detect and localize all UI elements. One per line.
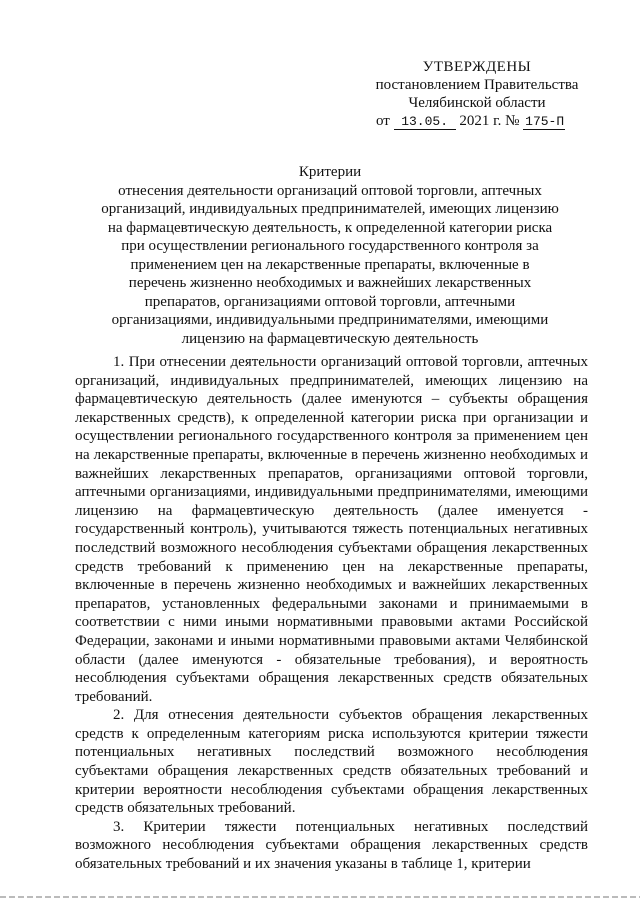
approval-number: 175-П bbox=[525, 114, 565, 129]
approval-heading: УТВЕРЖДЕНЫ bbox=[422, 59, 532, 75]
paragraph-3: 3. Критерии тяжести потенциальных негативных последствий возможного несоблюдения субъектами обращения лекарственных средств обязательных требований и их значения указаны в таблице 1, критерии bbox=[75, 818, 588, 873]
approval-stamp bbox=[372, 58, 582, 130]
approval-date: 13.05. bbox=[394, 115, 456, 130]
approval-date-line bbox=[376, 112, 582, 130]
document-body bbox=[75, 353, 588, 874]
from-label: от bbox=[376, 113, 390, 129]
paragraph-2: 2. Для отнесения деятельности субъектов обращения лекарственных средств к определенным категориям риска используются критерии тяжести потенциальных негативных последствий возможного несоблюдения субъектами обращения лекарственных средств обязательных требований и критерии вероятности несоблюдения субъектами обращения лекарственных средств обязательных требований. bbox=[75, 707, 588, 817]
document-title bbox=[100, 163, 560, 348]
approval-line-1: постановлением Правительства bbox=[375, 77, 579, 93]
approval-line-2: Челябинской области bbox=[408, 95, 546, 111]
approval-year: 2021 г. № bbox=[459, 113, 520, 129]
title-subtitle: отнесения деятельности организаций оптовой торговли, аптечных организаций, индивидуальных предпринимателей, имеющих лицензию на фармацевтическую деятельность, к определенной категории риска при осуществлении регионального государственного контроля за применением цен на лекарственные препараты, включенные в перечень жизненно необходимых и важнейших лекарственных препаратов, организациями оптовой торговли, аптечными организациями, индивидуальными предпринимателями, имеющими лицензию на фармацевтическую деятельность bbox=[101, 182, 559, 347]
title-heading: Критерии bbox=[298, 164, 362, 180]
paragraph-1: 1. При отнесении деятельности организаций оптовой торговли, аптечных организаций, индивидуальных предпринимателей, имеющих лицензию на фармацевтическую деятельность (далее именуются – субъекты обращения лекарственных средств), к определенной категории риска при организации и осуществлении регионального государственного контроля за применением цен на лекарственные препараты, включенные в перечень жизненно необходимых и важнейших лекарственных препаратов, организациями оптовой торговли, аптечными организациями, индивидуальными предпринимателями, имеющими лицензию на фармацевтическую деятельность (далее именуется - государственный контроль), учитываются тяжесть потенциальных негативных последствий возможного несоблюдения субъектами обращения лекарственных средств требований к применению цен на лекарственные препараты, включенные в перечень жизненно необходимых и важнейших лекарственных препаратов, установленных федеральными законами и принимаемыми в соответствии с ними иными нормативными правовыми актами Российской Федерации, законами и иными нормативными правовыми актами Челябинской области (далее именуются - обязательные требования), и вероятность несоблюдения субъектами обращения лекарственных средств обязательных требований. bbox=[75, 354, 588, 705]
scan-edge-line bbox=[0, 896, 640, 898]
